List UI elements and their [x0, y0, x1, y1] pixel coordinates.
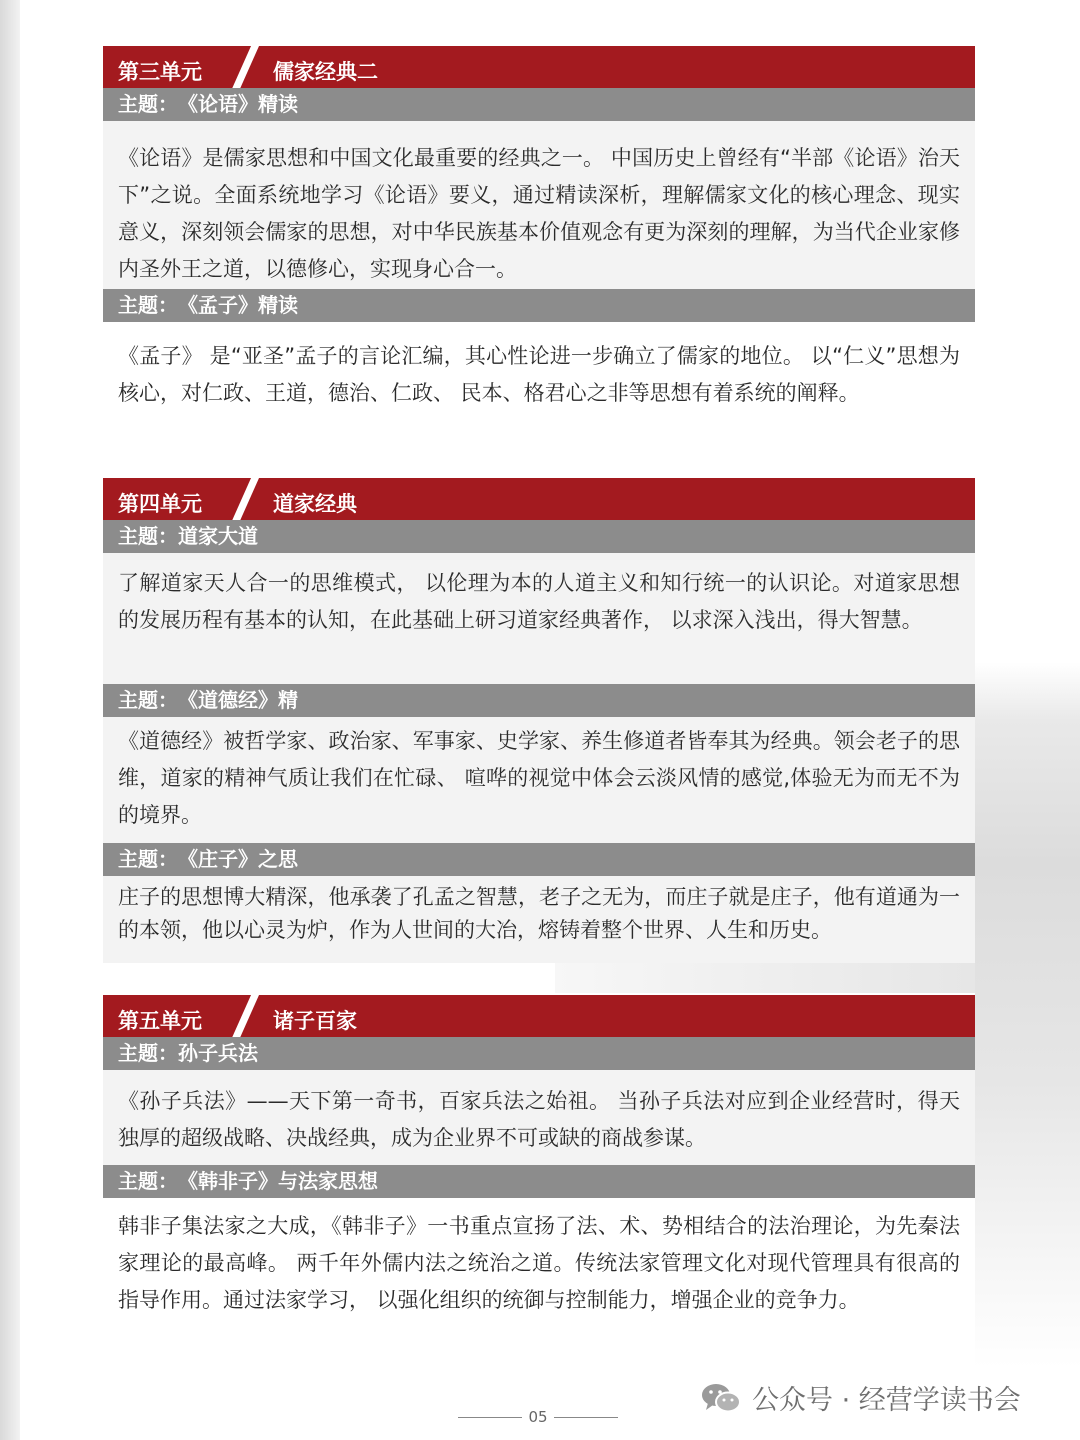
unit-section [103, 995, 975, 1356]
gray-band-decoration [555, 963, 975, 993]
topic-bar [103, 684, 975, 717]
page-line-right [554, 1417, 618, 1418]
topic-name: 孙子兵法 [178, 1041, 258, 1065]
topic-description: 了解道家天人合一的思维模式， 以伦理为本的人道主义和知行统一的认识论。对道家思想的发展历程有基本的认知，在此基础上研习道家经典著作， 以求深入浅出，得大智慧。 [103, 553, 975, 684]
unit-number: 第三单元 [118, 60, 202, 84]
unit-title: 诸子百家 [273, 1009, 357, 1033]
topic-description: 《论语》是儒家思想和中国文化最重要的经典之一。 中国历史上曾经有“半部《论语》治天下”之说。全面系统地学习《论语》要义，通过精读深析，理解儒家文化的核心理念、现实意义，深刻领会儒家的思想，对中华民族基本价值观念有更为深刻的理解，为当代企业家修内圣外王之道，以德修心，实现身心合一。 [103, 121, 975, 289]
topic-bar [103, 1037, 975, 1070]
topic-bar [103, 88, 975, 121]
topic-description: 庄子的思想博大精深，他承袭了孔孟之智慧，老子之无为，而庄子就是庄子，他有道通为一的本领，他以心灵为炉，作为人世间的大冶，熔铸着整个世界、人生和历史。 [103, 876, 975, 963]
topic-name: 《论语》精读 [178, 92, 298, 116]
page-number-text: 05 [528, 1408, 548, 1426]
unit-header [103, 46, 975, 88]
page-number [458, 1408, 618, 1426]
topic-name: 《庄子》之思 [178, 847, 298, 871]
topic-bar [103, 520, 975, 553]
topic-name: 《韩非子》与法家思想 [178, 1169, 378, 1193]
topic-bar [103, 289, 975, 322]
header-slash [227, 478, 259, 520]
left-edge-decoration [0, 0, 20, 1440]
topic-name: 《道德经》精 [178, 688, 298, 712]
topic-label: 主题： [118, 688, 178, 712]
unit-number: 第五单元 [118, 1009, 202, 1033]
topic-label: 主题： [118, 92, 178, 116]
unit-header [103, 478, 975, 520]
topic-label: 主题： [118, 1169, 178, 1193]
unit-header [103, 995, 975, 1037]
topic-description: 《孟子》 是“亚圣”孟子的言论汇编，其心性论进一步确立了儒家的地位。 以“仁义”思想为核心，对仁政、王道，德治、仁政、 民本、格君心之非等思想有着系统的阐释。 [103, 322, 975, 450]
topic-bar [103, 843, 975, 876]
topic-label: 主题： [118, 524, 178, 548]
topic-description: 《孙子兵法》——天下第一奇书，百家兵法之始祖。 当孙子兵法对应到企业经营时，得天独厚的超级战略、决战经典，成为企业界不可或缺的商战参谋。 [103, 1070, 975, 1165]
topic-label: 主题： [118, 293, 178, 317]
topic-bar [103, 1165, 975, 1198]
right-gray-decoration [975, 0, 1080, 1440]
watermark [700, 1378, 1021, 1417]
unit-number: 第四单元 [118, 492, 202, 516]
unit-title: 道家经典 [273, 492, 357, 516]
topic-name: 《孟子》精读 [178, 293, 298, 317]
header-slash [227, 46, 259, 88]
watermark-text: 公众号 · 经营学读书会 [752, 1385, 1021, 1416]
topic-label: 主题： [118, 847, 178, 871]
page-line-left [458, 1417, 522, 1418]
header-slash [227, 995, 259, 1037]
unit-title: 儒家经典二 [273, 60, 378, 84]
topic-label: 主题： [118, 1041, 178, 1065]
topic-description: 韩非子集法家之大成，《韩非子》一书重点宣扬了法、术、势相结合的法治理论，为先秦法家理论的最高峰。 两千年外儒内法之统治之道。传统法家管理文化对现代管理具有很高的指导作用。通过法家学习， 以强化组织的统御与控制能力，增强企业的竞争力。 [103, 1198, 975, 1356]
topic-description: 《道德经》被哲学家、政治家、军事家、史学家、养生修道者皆奉其为经典。领会老子的思维，道家的精神气质让我们在忙碌、 喧哗的视觉中体会云淡风情的感觉,体验无为而无不为的境界。 [103, 717, 975, 843]
unit-section [103, 46, 975, 450]
unit-section [103, 478, 975, 963]
topic-name: 道家大道 [178, 524, 258, 548]
wechat-icon [700, 1381, 742, 1415]
